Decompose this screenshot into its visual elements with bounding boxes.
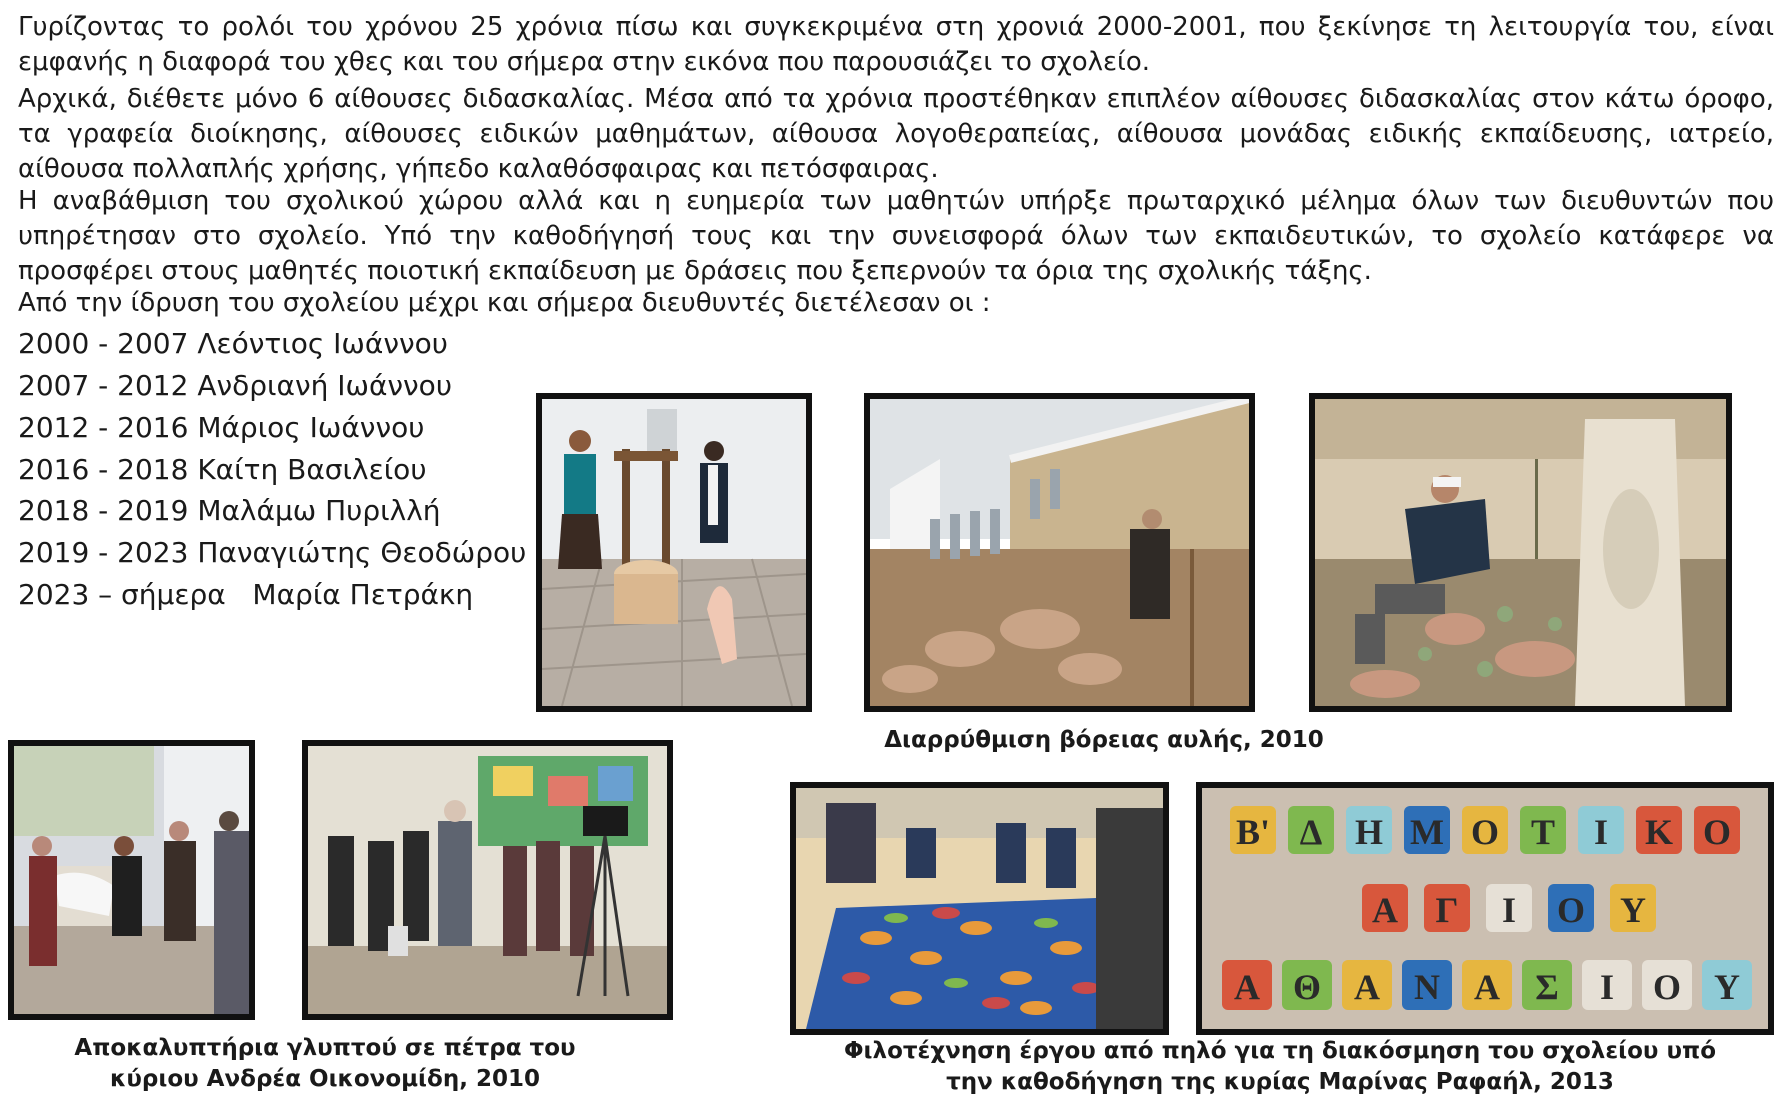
intro-paragraph-1: Γυρίζοντας το ρολόι του χρόνου 25 χρόνια πίσω και συγκεκριμένα στη χρονιά 2000-2001, που ξεκίνησε τη λειτουργία του, είναι εμφανής η διαφορά του χθες και του σήμερα στην εικόνα που παρουσιάζει το σχολείο. <box>18 12 1774 77</box>
directors-intro: Από την ίδρυση του σχολείου μέχρι και σήμερα διευθυντές διετέλεσαν οι : <box>18 288 991 318</box>
sign-letter: Κ <box>1644 812 1674 852</box>
sign-letter: Α <box>1372 890 1398 930</box>
photo-unveiling <box>8 740 255 1020</box>
sign-letter: Ο <box>1702 812 1732 852</box>
photo-speech-camera <box>302 740 673 1020</box>
sign-letter: Μ <box>1410 812 1444 852</box>
photo-women-with-well <box>536 393 812 712</box>
director-entry: 2007 - 2012 Ανδριανή Ιωάννου <box>18 369 453 402</box>
caption-north-yard: Διαρρύθμιση βόρειας αυλής, 2010 <box>884 727 1324 753</box>
sign-row-2 <box>1362 884 1656 932</box>
sign-letter: Β' <box>1235 812 1271 852</box>
intro-paragraph-2: Αρχικά, διέθετε μόνο 6 αίθουσες διδασκαλίας. Μέσα από τα χρόνια προστέθηκαν επιπλέον αίθουσες διδασκαλίας στον κάτω όροφο, τα γραφεία διοίκησης, αίθουσες ειδικών μαθημάτων, αίθουσα λογοθεραπείας, αίθουσα μονάδας ειδικής εκπαίδευσης, ιατρείο, αίθουσα πολλαπλής χρήσης, γήπεδο καλαθόσφαιρας και πετόσφαιρας. <box>18 84 1774 184</box>
sign-letter: Η <box>1354 812 1384 852</box>
caption-unveiling-line-2: κύριου Ανδρέα Οικονομίδη, 2010 <box>110 1066 540 1092</box>
sign-row-1 <box>1230 806 1740 854</box>
sign-letter: Ο <box>1556 890 1586 930</box>
sign-letter: Α <box>1474 967 1500 1007</box>
caption-clay-line-2: την καθοδήγηση της κυρίας Μαρίνας Ραφαήλ, 2013 <box>946 1069 1614 1095</box>
intro-paragraph-3: Η αναβάθμιση του σχολικού χώρου αλλά και η ευημερία των μαθητών υπήρξε πρωταρχικό μέλημα όλων των διευθυντών που υπηρέτησαν στο σχολείο. Υπό την καθοδήγησή τους και την συνεισφορά όλων των εκπαιδευτικών, το σχολείο κατάφερε να προσφέρει στους μαθητές ποιοτική εκπαίδευση με δράσεις που ξεπερνούν τα όρια της σχολικής τάξης. <box>18 186 1774 286</box>
sign-letter: Α <box>1354 967 1380 1007</box>
caption-unveiling-line-1: Αποκαλυπτήρια γλυπτού σε πέτρα του <box>74 1035 576 1061</box>
sign-letter: Δ <box>1299 812 1323 852</box>
director-entry: 2023 – σήμερα Μαρία Πετράκη <box>18 578 474 611</box>
sign-row-3 <box>1222 960 1752 1010</box>
director-entry: 2019 - 2023 Παναγιώτης Θεοδώρου <box>18 536 527 569</box>
director-entry: 2000 - 2007 Λεόντιος Ιωάννου <box>18 327 448 360</box>
sign-letter: Ν <box>1414 967 1440 1007</box>
director-entry: 2018 - 2019 Μαλάμω Πυριλλή <box>18 494 441 527</box>
sign-letter: Γ <box>1435 890 1459 930</box>
director-entry: 2016 - 2018 Καίτη Βασιλείου <box>18 453 427 486</box>
sign-letter: Ι <box>1599 967 1615 1007</box>
sign-letter: Α <box>1234 967 1260 1007</box>
sign-letter: Σ <box>1535 967 1559 1007</box>
photo-schoolyard <box>864 393 1255 712</box>
sign-letter: Ο <box>1470 812 1500 852</box>
sign-letter: Τ <box>1530 812 1556 852</box>
sign-letter: Ο <box>1652 967 1682 1007</box>
sign-letter: Υ <box>1620 890 1646 930</box>
caption-clay-line-1: Φιλοτέχνηση έργου από πηλό για τη διακόσμηση του σχολείου υπό <box>844 1038 1716 1064</box>
sign-letter: Ι <box>1593 812 1609 852</box>
photo-clay-workshop <box>790 782 1169 1035</box>
director-entry: 2012 - 2016 Μάριος Ιωάννου <box>18 411 425 444</box>
sign-letter: Υ <box>1714 967 1740 1007</box>
sign-letter: Θ <box>1292 967 1322 1007</box>
photo-stone-relief <box>1309 393 1732 712</box>
sign-letter: Ι <box>1501 890 1517 930</box>
photo-clay-sign <box>1196 782 1774 1035</box>
